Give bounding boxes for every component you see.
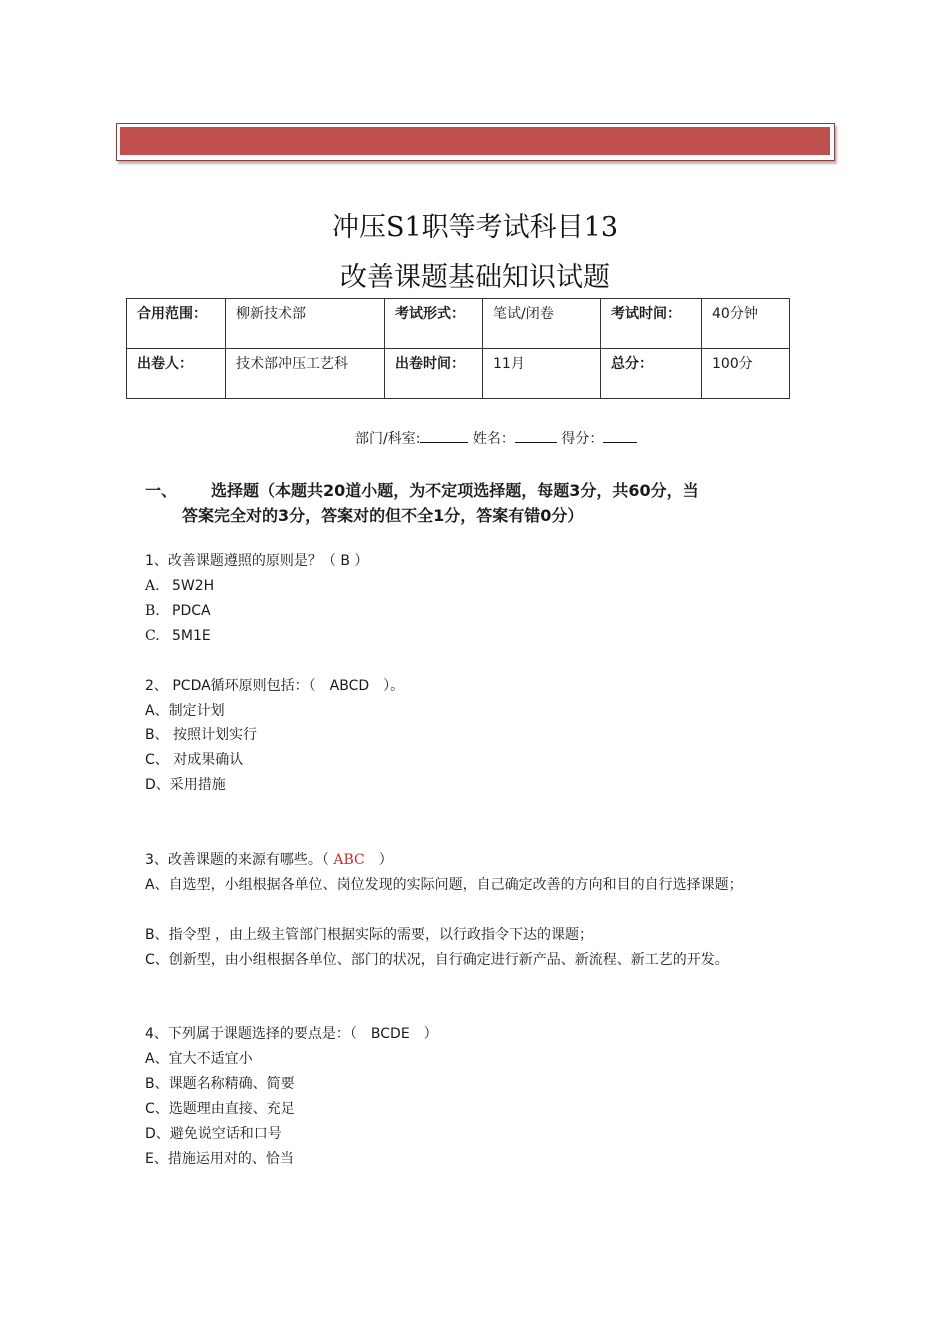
q3-option-c: C、创新型，由小组根据各单位、部门的状况，自行确定进行新产品、新流程、新工艺的开发。 xyxy=(145,952,729,968)
section-number: 一、 xyxy=(145,481,178,500)
candidate-info-line xyxy=(355,428,637,448)
q1-option-a: A. 5W2H xyxy=(145,578,215,594)
q4-stem: 4、下列属于课题选择的要点是：（ BCDE ） xyxy=(145,1026,438,1042)
exam-title-line1: 冲压S1职等考试科目13 xyxy=(331,212,619,243)
header-band xyxy=(116,123,835,161)
q3-answer: ABC xyxy=(333,852,365,868)
score-label: 得分： xyxy=(561,431,604,447)
q4-option-a: A、宜大不适宜小 xyxy=(145,1051,253,1067)
exam-time-label: 考试时间： xyxy=(601,299,702,349)
q2-option-b: B、 按照计划实行 xyxy=(145,727,258,743)
section-line2: 答案完全对的3分，答案对的但不全1分，答案有错0分） xyxy=(182,506,584,525)
q4-option-c: C、选题理由直接、充足 xyxy=(145,1101,295,1117)
exam-form-value: 笔试/闭卷 xyxy=(483,299,601,349)
dept-blank[interactable] xyxy=(420,428,468,443)
exam-time-value: 40分钟 xyxy=(702,299,790,349)
q3-option-a: A、自选型，小组根据各单位、岗位发现的实际问题，自己确定改善的方向和目的自行选择课题； xyxy=(145,877,743,893)
q1-option-b: B. PDCA xyxy=(145,603,211,619)
q4-option-d: D、避免说空话和口号 xyxy=(145,1126,282,1142)
scope-value: 柳新技术部 xyxy=(226,299,385,349)
score-blank[interactable] xyxy=(603,428,637,443)
q2-option-c: C、 对成果确认 xyxy=(145,752,244,768)
name-blank[interactable] xyxy=(515,428,557,443)
total-score-value: 100分 xyxy=(702,349,790,399)
q2-stem: 2、 PCDA循环原则包括：（ ABCD ）。 xyxy=(145,678,405,694)
q3-option-b: B、指令型 ，由上级主管部门根据实际的需要，以行政指令下达的课题； xyxy=(145,927,594,943)
author-value: 技术部冲压工艺科 xyxy=(226,349,385,399)
q2-option-a: A、制定计划 xyxy=(145,703,225,719)
exam-info-table xyxy=(126,298,790,399)
q2-option-d: D、采用措施 xyxy=(145,777,226,793)
scope-label: 合用范围： xyxy=(127,299,226,349)
q4-option-b: B、课题名称精确、简要 xyxy=(145,1076,295,1092)
header-band-fill xyxy=(120,127,830,155)
q1-stem: 1、改善课题遵照的原则是？（ B ） xyxy=(145,553,369,569)
name-label: 姓名： xyxy=(472,431,515,447)
issue-time-label: 出卷时间： xyxy=(385,349,483,399)
author-label: 出卷人： xyxy=(127,349,226,399)
table-row xyxy=(127,349,790,399)
exam-form-label: 考试形式： xyxy=(385,299,483,349)
issue-time-value: 11月 xyxy=(483,349,601,399)
q3-stem: 3、改善课题的来源有哪些。（ ABC ） xyxy=(145,852,393,868)
table-row xyxy=(127,299,790,349)
section-heading xyxy=(145,478,815,528)
q1-option-c: C. 5M1E xyxy=(145,628,211,644)
dept-label: 部门/科室: xyxy=(355,431,421,447)
q4-option-e: E、措施运用对的、恰当 xyxy=(145,1151,294,1167)
exam-title-line2: 改善课题基础知识试题 xyxy=(340,262,610,293)
total-score-label: 总分： xyxy=(601,349,702,399)
section-line1: 选择题（本题共20道小题，为不定项选择题，每题3分，共60分，当 xyxy=(211,481,699,500)
